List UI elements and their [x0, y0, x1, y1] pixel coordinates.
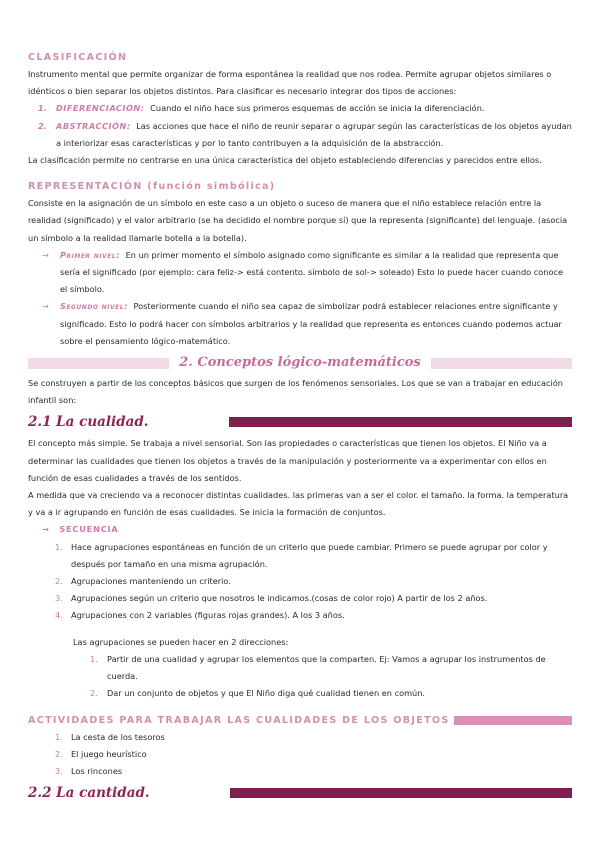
list-item: → Primer nivel: En un primer momento el símbolo asignado como significante es similar a la realidad que representa que sería el significado (por ejemplo: cara feliz-> está contento. símbolo de sol-> soleado) Esto lo puede hacer cuando conoce el símbolo. [28, 247, 572, 299]
list-item: 2. Agrupaciones manteniendo un criterio. [55, 576, 231, 587]
secuencia-heading: → SECUENCIA [42, 524, 119, 535]
arrow-right-icon: → [42, 301, 49, 312]
clasificacion-intro: Instrumento mental que permite organizar de forma espontánea la realidad que nos rodea. Permite agrupar objetos similares o idénticos o bien separar los objetos distintos. Para clasificar es necesario integrar dos tipos de acciones: [28, 69, 552, 97]
cualidad-p1: El concepto más simple. Se trabaja a nivel sensorial. Son las propiedades o características que tienen los objetos. El Niño va a determinar las cualidades que tienen los objetos a través de la manipulación y posteriormente va a experimentar con ellos en función de esas cualidades a través de los sentidos. [28, 438, 547, 483]
clasificacion-heading: CLASIFICACIÓN [28, 52, 128, 63]
list-item: 2. ABSTRACCIÓN: Las acciones que hace el niño de reunir separar o agrupar según las características de los objetos ayudan a interiorizar esas características y por lo tanto contribuyen a la adquisición de la abstracción. [38, 120, 572, 148]
cualidad-p2: A medida que va creciendo va a reconocer distintas cualidades. las primeras van a ser el color. el tamaño. la forma. la temperatura y va a ir agrupando en función de esas cualidades. Se inicia la formación de conjuntos. [28, 490, 569, 518]
heading-bar-right [431, 358, 572, 369]
list-item: 3. Agrupaciones según un criterio que nosotros le indicamos.(cosas de color rojo) A partir de los 2 años. [55, 593, 488, 604]
direcciones-list [28, 651, 572, 703]
document-page [28, 50, 572, 806]
list-item: → Segundo nivel: Posteriormente cuando el niño sea capaz de simbolizar podrá establecer relaciones entre significante y significado. Esto lo podrá hacer con símbolos arbitrarios y la realidad que representa es entonces cuando podemos actuar sobre el pensamiento lógico-matemático. [28, 298, 572, 350]
representacion-intro: Consiste en la asignación de un símbolo en este caso a un objeto o suceso de manera que el niño establece relación entre la realidad (significado) y el valor arbitrario (se ha decidido el nombre porque sí) que la representa (significante) del lenguaje. (asocia un símbolo a la realidad llamarle botella a la botella). [28, 198, 568, 243]
representacion-heading: REPRESENTACIÓN (función simbólica) [28, 181, 276, 193]
list-item: 1. La cesta de los tesoros [55, 731, 165, 742]
clasificacion-list [28, 100, 572, 152]
actividades-list [28, 729, 572, 781]
heading-bar [454, 716, 572, 725]
representacion-list [28, 247, 572, 350]
list-item: 3. Los rincones [55, 765, 123, 776]
cualidad-heading: 2.1 La cualidad. [28, 411, 572, 433]
clasificacion-outro: La clasificación permite no centrarse en una única característica del objeto estableciendo diferencias y parecidos entre ellos. [28, 155, 542, 166]
arrow-right-icon: → [42, 524, 50, 535]
cantidad-heading: 2.2 La cantidad. [28, 782, 572, 804]
agrupaciones-note: Las agrupaciones se pueden hacer en 2 direcciones: [73, 636, 289, 647]
list-item: 1. Hace agrupaciones espontáneas en función de un criterio que puede cambiar. Primero se puede agrupar por color y después por tamaño en una misma agrupación. [55, 541, 548, 569]
list-item: 1. Partir de una cualidad y agrupar los elementos que la comparten. Ej: Vamos a agrupar los instrumentos de cuerda. [90, 653, 546, 682]
conceptos-intro: Se construyen a partir de los conceptos básicos que surgen de los fenómenos sensoriales. Los que se van a trabajar en educación infantil son: [28, 378, 563, 406]
heading-bar [230, 788, 572, 798]
list-item: 1. DIFERENCIACIÓN: Cuando el niño hace sus primeros esquemas de acción se inicia la diferenciación. [38, 103, 485, 114]
heading-bar-left [28, 358, 169, 369]
list-item: 2. Dar un conjunto de objetos y que El Niño diga qué cualidad tienen en común. [90, 688, 426, 699]
list-item: 4. Agrupaciones con 2 variables (figuras rojas grandes). A los 3 años. [55, 610, 345, 621]
actividades-heading: ACTIVIDADES PARA TRABAJAR LAS CUALIDADES DE LOS OBJETOS [28, 713, 572, 729]
conceptos-heading: 2. Conceptos lógico-matemáticos [28, 352, 572, 374]
arrow-right-icon: → [42, 249, 49, 260]
heading-bar [229, 417, 573, 427]
list-item: 2. El juego heurístico [55, 748, 147, 759]
secuencia-list [28, 539, 572, 625]
